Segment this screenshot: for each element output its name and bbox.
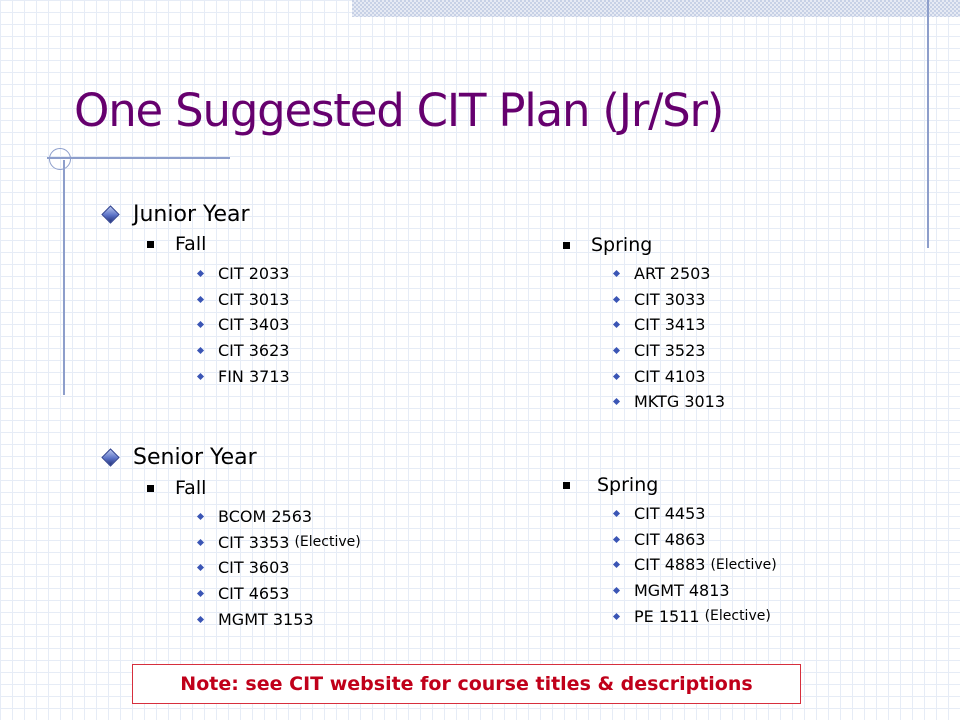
diamond-bullet-icon: [101, 448, 119, 466]
list-item: [196, 287, 290, 313]
junior-fall-courses: [196, 261, 290, 389]
list-item: [612, 527, 777, 553]
diamond-bullet-icon: [197, 513, 204, 520]
course-code: PE 1511: [634, 606, 700, 626]
diamond-bullet-icon: [197, 321, 204, 328]
course-code: CIT 3603: [218, 558, 290, 578]
diamond-bullet-icon: [613, 510, 620, 517]
course-code: CIT 4103: [634, 366, 706, 386]
course-code: CIT 3523: [634, 341, 706, 361]
diamond-bullet-icon: [101, 205, 119, 223]
square-bullet-icon: [563, 482, 570, 489]
diamond-bullet-icon: [613, 347, 620, 354]
senior-fall-heading: [147, 477, 206, 499]
diamond-bullet-icon: [613, 270, 620, 277]
course-code: CIT 4883: [634, 555, 706, 575]
diamond-bullet-icon: [613, 296, 620, 303]
course-code: BCOM 2563: [218, 507, 313, 527]
diamond-bullet-icon: [613, 587, 620, 594]
course-code: CIT 3623: [218, 341, 290, 361]
diamond-bullet-icon: [613, 321, 620, 328]
list-item: [612, 312, 725, 338]
diamond-bullet-icon: [613, 613, 620, 620]
junior-spring-label: Spring: [591, 234, 653, 256]
course-code: CIT 4863: [634, 529, 706, 549]
junior-year-heading: [101, 202, 250, 227]
senior-fall-label: Fall: [175, 477, 207, 499]
left-decorative-line: [63, 160, 65, 395]
list-item: [196, 606, 361, 632]
course-code: CIT 3413: [634, 315, 706, 335]
senior-spring-courses: [612, 501, 777, 629]
square-bullet-icon: [563, 242, 570, 249]
course-code: ART 2503: [634, 264, 711, 284]
title-underline: [47, 157, 230, 159]
senior-year-label: Senior Year: [133, 445, 257, 470]
diamond-bullet-icon: [613, 398, 620, 405]
elective-note: (Elective): [294, 534, 361, 551]
diamond-bullet-icon: [197, 564, 204, 571]
list-item: [612, 287, 725, 313]
elective-note: (Elective): [710, 556, 777, 573]
website-note: Note: see CIT website for course titles & descriptions: [132, 664, 801, 704]
square-bullet-icon: [147, 485, 154, 492]
course-code: CIT 3353: [218, 532, 290, 552]
list-item: [612, 261, 725, 287]
course-code: CIT 3013: [218, 289, 290, 309]
diamond-bullet-icon: [197, 373, 204, 380]
diamond-bullet-icon: [197, 296, 204, 303]
junior-spring-heading: [563, 234, 652, 256]
junior-year-label: Junior Year: [133, 202, 250, 227]
slide-title: One Suggested CIT Plan (Jr/Sr): [74, 84, 724, 137]
diamond-bullet-icon: [197, 590, 204, 597]
list-item: [196, 363, 290, 389]
list-item: [612, 389, 725, 415]
senior-fall-courses: [196, 504, 361, 632]
list-item: [196, 312, 290, 338]
diamond-bullet-icon: [613, 536, 620, 543]
junior-fall-heading: [147, 233, 206, 255]
course-code: CIT 4653: [218, 584, 290, 604]
diamond-bullet-icon: [197, 270, 204, 277]
list-item: [196, 530, 361, 556]
course-code: CIT 3033: [634, 289, 706, 309]
junior-fall-label: Fall: [175, 233, 207, 255]
diamond-bullet-icon: [197, 347, 204, 354]
course-code: FIN 3713: [218, 366, 290, 386]
diamond-bullet-icon: [197, 539, 204, 546]
list-item: [612, 578, 777, 604]
course-code: MGMT 3153: [218, 609, 314, 629]
list-item: [612, 552, 777, 578]
course-code: CIT 3403: [218, 315, 290, 335]
list-item: [612, 338, 725, 364]
list-item: [196, 504, 361, 530]
senior-spring-label: Spring: [597, 474, 659, 496]
square-bullet-icon: [147, 241, 154, 248]
list-item: [612, 603, 777, 629]
list-item: [612, 363, 725, 389]
right-decorative-line: [927, 0, 929, 248]
list-item: [196, 338, 290, 364]
diamond-bullet-icon: [613, 561, 620, 568]
junior-spring-courses: [612, 261, 725, 415]
senior-year-heading: [101, 445, 257, 470]
course-code: MKTG 3013: [634, 392, 726, 412]
list-item: [196, 581, 361, 607]
elective-note: (Elective): [704, 608, 771, 625]
top-decoration-band: [352, 0, 960, 17]
diamond-bullet-icon: [613, 373, 620, 380]
diamond-bullet-icon: [197, 616, 204, 623]
list-item: [196, 261, 290, 287]
course-code: MGMT 4813: [634, 581, 730, 601]
circle-ornament: [49, 148, 71, 170]
list-item: [196, 555, 361, 581]
senior-spring-heading: [563, 474, 658, 496]
list-item: [612, 501, 777, 527]
course-code: CIT 2033: [218, 264, 290, 284]
course-code: CIT 4453: [634, 504, 706, 524]
